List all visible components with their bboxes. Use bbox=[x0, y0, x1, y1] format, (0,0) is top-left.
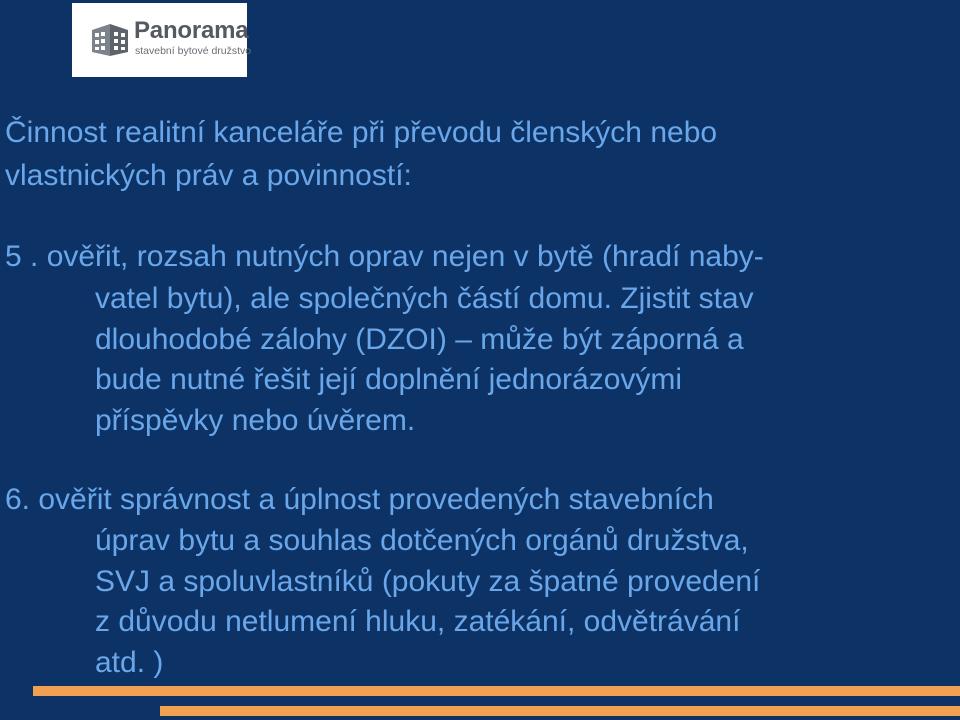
heading-line: Činnost realitní kanceláře při převodu členských nebo bbox=[5, 116, 718, 149]
item5-line: 5 . ověřit, rozsah nutných oprav nejen v bytě (hradí naby- bbox=[5, 240, 764, 273]
logo-name: Panorama bbox=[134, 17, 249, 44]
item6-line: z důvodu netlumení hluku, zatékání, odvětrávání bbox=[95, 605, 741, 638]
item6-line: 6. ověřit správnost a úplnost provedených stavebních bbox=[5, 483, 714, 516]
accent-bar-bottom bbox=[160, 706, 960, 716]
item6-line: atd. ) bbox=[95, 646, 164, 679]
item5-line: dlouhodobé zálohy (DZOI) – může být záporná a bbox=[95, 323, 744, 356]
logo-subtitle: stavební bytové družstvo bbox=[135, 45, 252, 57]
heading-line: vlastnických práv a povinností: bbox=[5, 159, 412, 192]
accent-bar-top bbox=[33, 686, 960, 696]
item5-line: vatel bytu), ale společných částí domu. Zjistit stav bbox=[95, 282, 754, 315]
item5-line: příspěvky nebo úvěrem. bbox=[95, 404, 416, 437]
item6-line: SVJ a spoluvlastníků (pokuty za špatné provedení bbox=[95, 565, 761, 598]
building-icon bbox=[90, 20, 130, 60]
logo bbox=[72, 3, 252, 77]
item6-line: úprav bytu a souhlas dotčených orgánů družstva, bbox=[95, 524, 749, 557]
item5-line: bude nutné řešit její doplnění jednorázovými bbox=[95, 363, 683, 396]
